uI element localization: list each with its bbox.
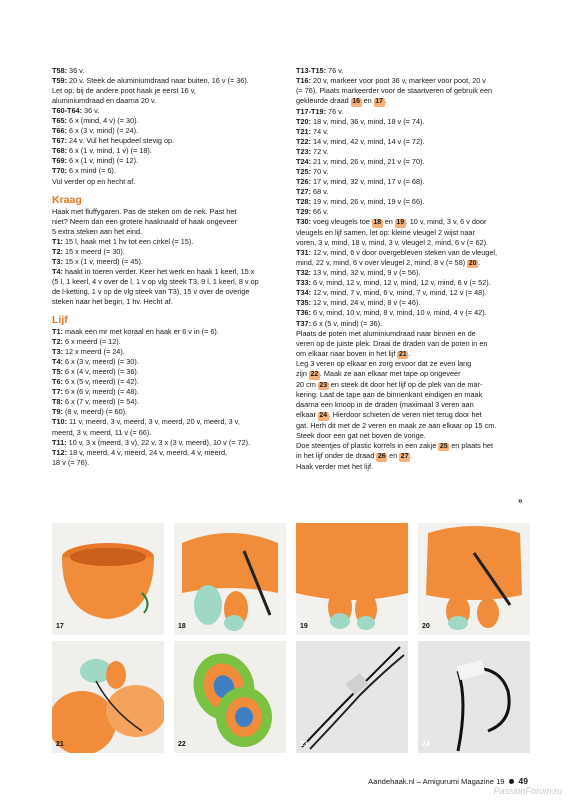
round-label: T33: (296, 278, 312, 288)
line-text: Steek door een gat net boven de vorige. (296, 430, 426, 440)
photo-ref-badge: 20 (468, 259, 477, 267)
line-text: steken naar het begin, 1 hv. Hecht af. (52, 296, 173, 306)
photo-label: 22 (178, 741, 186, 748)
line-text: . 10 v, mind, 3 v, 6 v door (405, 217, 487, 227)
round-label: T3: (52, 256, 63, 266)
round-label: T6: (52, 377, 63, 387)
line-text: niet? Neem dan een grotere haaknaald of haak ongeveer (52, 216, 237, 226)
round-label: T32: (296, 268, 312, 278)
text-line (52, 207, 284, 217)
line-text: Haak verder met het lijf. (296, 461, 374, 471)
photo-ref-badge: 24 (319, 412, 328, 420)
line-text: 6 x (1 v, mind, 1 v) (= 18). (67, 146, 152, 156)
line-text: 12 v, mind, 6 v door overgebleven steken van de vleugel, (311, 247, 498, 257)
round-label: T27: (296, 187, 312, 197)
round-label: T29: (296, 207, 312, 217)
text-line (296, 86, 528, 96)
text-line (52, 417, 284, 427)
round-label: T28: (296, 197, 312, 207)
round-label: T5: (52, 367, 63, 377)
line-text: 68 v. (311, 187, 329, 197)
dot-icon (509, 779, 514, 784)
line-text: en (361, 96, 374, 106)
line-text: kering. Laat de tape aan de binnenkant eindigen en maak (296, 390, 483, 400)
line-text: 6 x (mind, 4 v) (= 30). (67, 116, 139, 126)
round-label: T11: (52, 437, 67, 447)
round-label: T35: (296, 298, 312, 308)
line-text: 72 v. (311, 146, 329, 156)
text-line (52, 166, 284, 176)
line-text: Leg 3 veren op elkaar en zorg ervoor dat ze even lang (296, 359, 472, 369)
text-line (296, 207, 528, 217)
line-text: gekleurde draad (296, 96, 351, 106)
text-line (296, 329, 528, 339)
text-line (52, 126, 284, 136)
line-text: de l-ketting, 1 v op de vlg steek van T3), 15 v over de overige (52, 286, 250, 296)
photo-ref-badge: 27 (400, 453, 409, 461)
line-text: 66 v. (311, 207, 329, 217)
text-line (296, 248, 528, 258)
line-text: 12 x meerd (= 24). (62, 347, 125, 357)
round-label: T31: (296, 247, 312, 257)
footer-site: Aandehaak.nl – Amigurumi Magazine 19 (368, 777, 505, 786)
round-label: T17-T19: (296, 106, 327, 116)
line-text: aluminiumdraad en daarna 20 v. (52, 96, 157, 106)
line-text: en (387, 451, 400, 461)
round-label: T20: (296, 116, 312, 126)
round-label: T2: (52, 337, 63, 347)
text-line (296, 167, 528, 177)
text-line (296, 107, 528, 117)
photo-ref-badge: 22 (310, 371, 319, 379)
text-line (52, 337, 284, 347)
text-line (52, 146, 284, 156)
text-line (52, 277, 284, 287)
text-line (296, 127, 528, 137)
photo-label: 18 (178, 623, 186, 630)
line-text: 76 v. (326, 106, 344, 116)
line-text: 6 x (3 v, mind) (= 24). (67, 126, 139, 136)
round-label: T59: (52, 76, 68, 86)
text-line (52, 96, 284, 106)
text-line (296, 380, 528, 391)
text-line (296, 117, 528, 127)
text-line (52, 267, 284, 277)
photo-label: 20 (422, 623, 430, 630)
text-line (296, 339, 528, 349)
round-label: T25: (296, 166, 312, 176)
text-line (296, 76, 528, 86)
line-text: 18 v (= 76). (52, 457, 90, 467)
page-number: 49 (518, 776, 528, 786)
line-text: 6 x (7 v, meerd) (= 54). (62, 397, 139, 407)
round-label: T7: (52, 387, 63, 397)
line-text: 6 v, mind, 10 v, mind, 8 v, mind, 10 v, mind, 4 v (= 42). (311, 308, 487, 318)
round-label: T10: (52, 417, 68, 427)
round-label: T37: (296, 318, 312, 328)
line-text: 14 v, mind, 42 v, mind, 14 v (= 72). (311, 136, 425, 146)
text-line (52, 458, 284, 468)
line-text: vleugels en lijf samen, let op: kleine vleugel 2 wijst naar (296, 227, 475, 237)
text-line (52, 66, 284, 76)
round-label: T30: (296, 217, 312, 227)
photo-ref-badge: 19 (396, 219, 405, 227)
text-line (52, 428, 284, 438)
text-line (296, 187, 528, 197)
line-text: . (478, 257, 481, 267)
line-text: 6 x (1 v, mind) (= 12). (67, 156, 139, 166)
line-text: 6 x (6 v, meerd) (= 48). (62, 387, 139, 397)
line-text: 11 v, meerd, 3 v, meerd, 3 v, meerd, 20 v, meerd, 3 v, (67, 417, 240, 427)
round-label: T66: (52, 126, 68, 136)
text-line (52, 367, 284, 377)
text-line (52, 86, 284, 96)
round-label: T2: (52, 246, 63, 256)
line-text: en plaats het (449, 440, 493, 450)
round-label: T34: (296, 288, 312, 298)
text-line (52, 327, 284, 337)
text-line (296, 390, 528, 400)
line-text: Vul verder op en hecht af. (52, 176, 136, 186)
text-line (52, 106, 284, 116)
text-line (296, 157, 528, 167)
line-text: 74 v. (311, 126, 329, 136)
text-line (296, 431, 528, 441)
round-label: T24: (296, 156, 312, 166)
text-line (296, 462, 528, 472)
line-text: 13 v, mind, 32 v, mind, 9 v (= 56). (311, 268, 421, 278)
text-line (296, 451, 528, 462)
photo-step-17 (52, 523, 164, 635)
photo-step-20 (418, 523, 530, 635)
text-line (52, 397, 284, 407)
photo-ref-badge: 17 (375, 98, 384, 106)
round-label: T60-T64: (52, 106, 83, 116)
text-line (296, 268, 528, 278)
photo-step-24 (418, 641, 530, 753)
line-text: maak een mr met koraal en haak er 6 v in (= 6). (62, 327, 219, 337)
round-label: T1: (52, 327, 63, 337)
text-line (296, 410, 528, 421)
line-text: veren op de juiste plek. Draai de draden van de poten in en (296, 338, 488, 348)
line-text: 20 v. Steek de aluminiumdraad naar buiten, 16 v (= 36). (67, 76, 249, 86)
line-text: Plaats de poten met aluminiumdraad naar binnen en de (296, 328, 476, 338)
text-line (296, 228, 528, 238)
text-line (296, 177, 528, 187)
text-line (52, 448, 284, 458)
photo-step-23 (296, 641, 408, 753)
text-line (52, 377, 284, 387)
line-text: meerd, 3 v, meerd, 11 v (= 66). (52, 427, 152, 437)
photo-step-22 (174, 641, 286, 753)
round-label: T23: (296, 146, 312, 156)
photo-step-19 (296, 523, 408, 635)
line-text: 20 v, markeer voor poot 36 v, markeer voor poot, 20 v (311, 76, 486, 86)
line-text: 15 x meerd (= 30). (62, 246, 125, 256)
line-text: gat. Herh dit met de 2 veren en maak ze aan elkaar op 15 cm. (296, 420, 497, 430)
line-text: mind, 22 v, mind, 6 v over vleugel 2, mind, 8 v (= 58) (296, 257, 468, 267)
line-text: 15 x (1 v, meerd) (= 45). (62, 256, 143, 266)
round-label: T9: (52, 407, 63, 417)
text-line (296, 258, 528, 269)
photo-ref-badge: 23 (319, 381, 328, 389)
text-line (52, 217, 284, 227)
line-text: . Hierdoor schieten de veren niet terug door het (328, 410, 482, 420)
line-text: Let op: bij de andere poot haak je eerst 16 v, (52, 86, 196, 96)
round-label: T4: (52, 357, 63, 367)
round-label: T65: (52, 116, 68, 126)
photo-label: 23 (300, 741, 308, 748)
photo-label: 17 (56, 623, 64, 630)
text-line (296, 421, 528, 431)
text-line (52, 156, 284, 166)
text-line (52, 76, 284, 86)
text-line (296, 147, 528, 157)
text-line (296, 319, 528, 329)
line-text: zijn (296, 369, 309, 379)
text-line (296, 66, 528, 76)
line-text: Haak met fluffygaren. Pas de steken om de nek. Past het (52, 206, 237, 216)
round-label: T69: (52, 156, 68, 166)
line-text: 6 x (5 v, mind) (= 36). (311, 318, 383, 328)
line-text: haakt in toeren verder. Keer het werk en haak 1 keerl, 15 x (62, 266, 255, 276)
text-line (52, 257, 284, 267)
text-line (296, 308, 528, 318)
round-label: T58: (52, 66, 68, 75)
line-text: 12 v, mind, 7 v, mind, 6 v, mind, 7 v, mind, 12 v (= 48). (311, 288, 487, 298)
text-line (52, 136, 284, 146)
text-line (52, 438, 284, 448)
line-text: daarna een knoop in de draden (maximaal 3 veren aan (296, 400, 474, 410)
line-text: 6 x (5 v, meerd) (= 42). (62, 377, 139, 387)
text-line (296, 217, 528, 228)
line-text: 70 v. (311, 166, 329, 176)
round-label: T26: (296, 176, 312, 186)
photo-ref-badge: 16 (352, 98, 361, 106)
photo-ref-badge: 21 (398, 350, 407, 358)
line-text: (8 v, meerd) (= 60). (62, 407, 128, 417)
text-line (52, 116, 284, 126)
text-line (52, 227, 284, 237)
text-line (296, 96, 528, 107)
line-text: en steek dit door het lijf op de plek van de mar- (328, 379, 483, 389)
text-line (296, 288, 528, 298)
line-text: 15 l, haak met 1 hv tot een cirkel (= 15). (62, 236, 194, 246)
round-label: T16: (296, 76, 312, 86)
round-label: T68: (52, 146, 68, 156)
text-line (296, 238, 528, 248)
line-text: 20 cm (296, 379, 318, 389)
photo-ref-badge: 25 (439, 442, 448, 450)
text-line (52, 177, 284, 187)
text-line (52, 297, 284, 307)
line-text: 36 v. (82, 106, 100, 116)
line-text: . (384, 96, 387, 106)
round-label: T67: (52, 136, 68, 146)
text-line (296, 359, 528, 369)
line-text: om elkaar naar boven in het lijf (296, 348, 398, 358)
text-line (296, 298, 528, 308)
line-text: voeg vleugels toe (311, 217, 372, 227)
line-text: elkaar (296, 410, 318, 420)
text-line (52, 387, 284, 397)
photo-label: 21 (56, 741, 64, 748)
round-label: T12: (52, 447, 68, 457)
left-column (52, 66, 284, 468)
photo-ref-badge: 18 (373, 219, 382, 227)
round-label: T4: (52, 266, 63, 276)
round-label: T3: (52, 347, 63, 357)
text-line (296, 400, 528, 410)
line-text: 6 x (4 v, meerd) (= 36). (62, 367, 139, 377)
line-text: 76 v. (326, 66, 344, 75)
photo-ref-badge: 26 (377, 453, 386, 461)
line-text: 19 v, mind, 26 v, mind, 19 v (= 66). (311, 197, 425, 207)
line-text: 6 x mind (= 6). (67, 166, 116, 176)
line-text: 5 extra steken aan het eind. (52, 226, 143, 236)
line-text: 10 v, 3 x (meerd, 3 v), 22 v, 3 x (3 v, meerd), 10 v (= 72). (66, 437, 251, 447)
line-text: en (382, 217, 395, 227)
right-column (296, 66, 528, 472)
line-text: Doe steentjes of plastic korrels in een zakje (296, 440, 439, 450)
text-line (296, 349, 528, 360)
round-label: T36: (296, 308, 312, 318)
watermark: PassionForum.ru (493, 786, 562, 796)
line-text: 21 v, mind, 26 v, mind, 21 v (= 70). (311, 156, 425, 166)
round-label: T8: (52, 397, 63, 407)
line-text: (= 76). Plaats markeerder voor de staartveren of gebruik een (296, 86, 493, 96)
photo-step-18 (174, 523, 286, 635)
line-text: 17 v, mind, 32 v, mind, 17 v (= 68). (311, 176, 425, 186)
line-text: . Maak ze aan elkaar met tape op ongeveer (319, 369, 461, 379)
text-line (52, 287, 284, 297)
photo-label: 19 (300, 623, 308, 630)
line-text: 18 v, mind, 36 v, mind, 18 v (= 74). (311, 116, 425, 126)
text-line (296, 441, 528, 452)
section-heading-kraag: Kraag (52, 193, 82, 206)
line-text: 36 v. (67, 66, 85, 75)
text-line (52, 247, 284, 257)
round-label: T13-T15: (296, 66, 327, 75)
text-line (52, 407, 284, 417)
text-line (296, 137, 528, 147)
text-line (52, 237, 284, 247)
photo-label: 24 (422, 741, 430, 748)
page-footer (368, 776, 528, 786)
line-text: voren, 3 v, mind, 18 v, mind, 3 v, vleugel 2, mind, 6 v (= 62). (296, 237, 489, 247)
line-text: in het lijf onder de draad (296, 451, 377, 461)
line-text: 18 v, meerd, 4 v, meerd, 24 v, meerd, 4 v, meerd, (67, 447, 228, 457)
text-line (52, 347, 284, 357)
round-label: T21: (296, 126, 312, 136)
text-line (52, 357, 284, 367)
line-text: 6 x meerd (= 12). (62, 337, 121, 347)
line-text: (5 l, 1 keerl, 4 v over de l, 1 v op vlg steek T3, 9 l, 1 keerl, 8 v op (52, 276, 259, 286)
round-label: T1: (52, 236, 63, 246)
continue-mark: » (518, 496, 523, 505)
line-text: 6 x (3 v, meerd) (= 30). (62, 357, 139, 367)
text-line (296, 369, 528, 380)
section-heading-lijf: Lijf (52, 314, 68, 327)
round-label: T22: (296, 136, 312, 146)
round-label: T70: (52, 166, 68, 176)
line-text: 12 v, mind, 24 v, mind, 8 v (= 46). (311, 298, 421, 308)
line-text: . (408, 348, 411, 358)
line-text: 6 v, mind, 12 v, mind, 12 v, mind, 12 v, mind, 6 v (= 52). (311, 278, 491, 288)
line-text: 24 v. Vul het heupdeel stevig op. (67, 136, 175, 146)
photo-step-21 (52, 641, 164, 753)
line-text: . (410, 451, 413, 461)
text-line (296, 197, 528, 207)
text-line (296, 278, 528, 288)
